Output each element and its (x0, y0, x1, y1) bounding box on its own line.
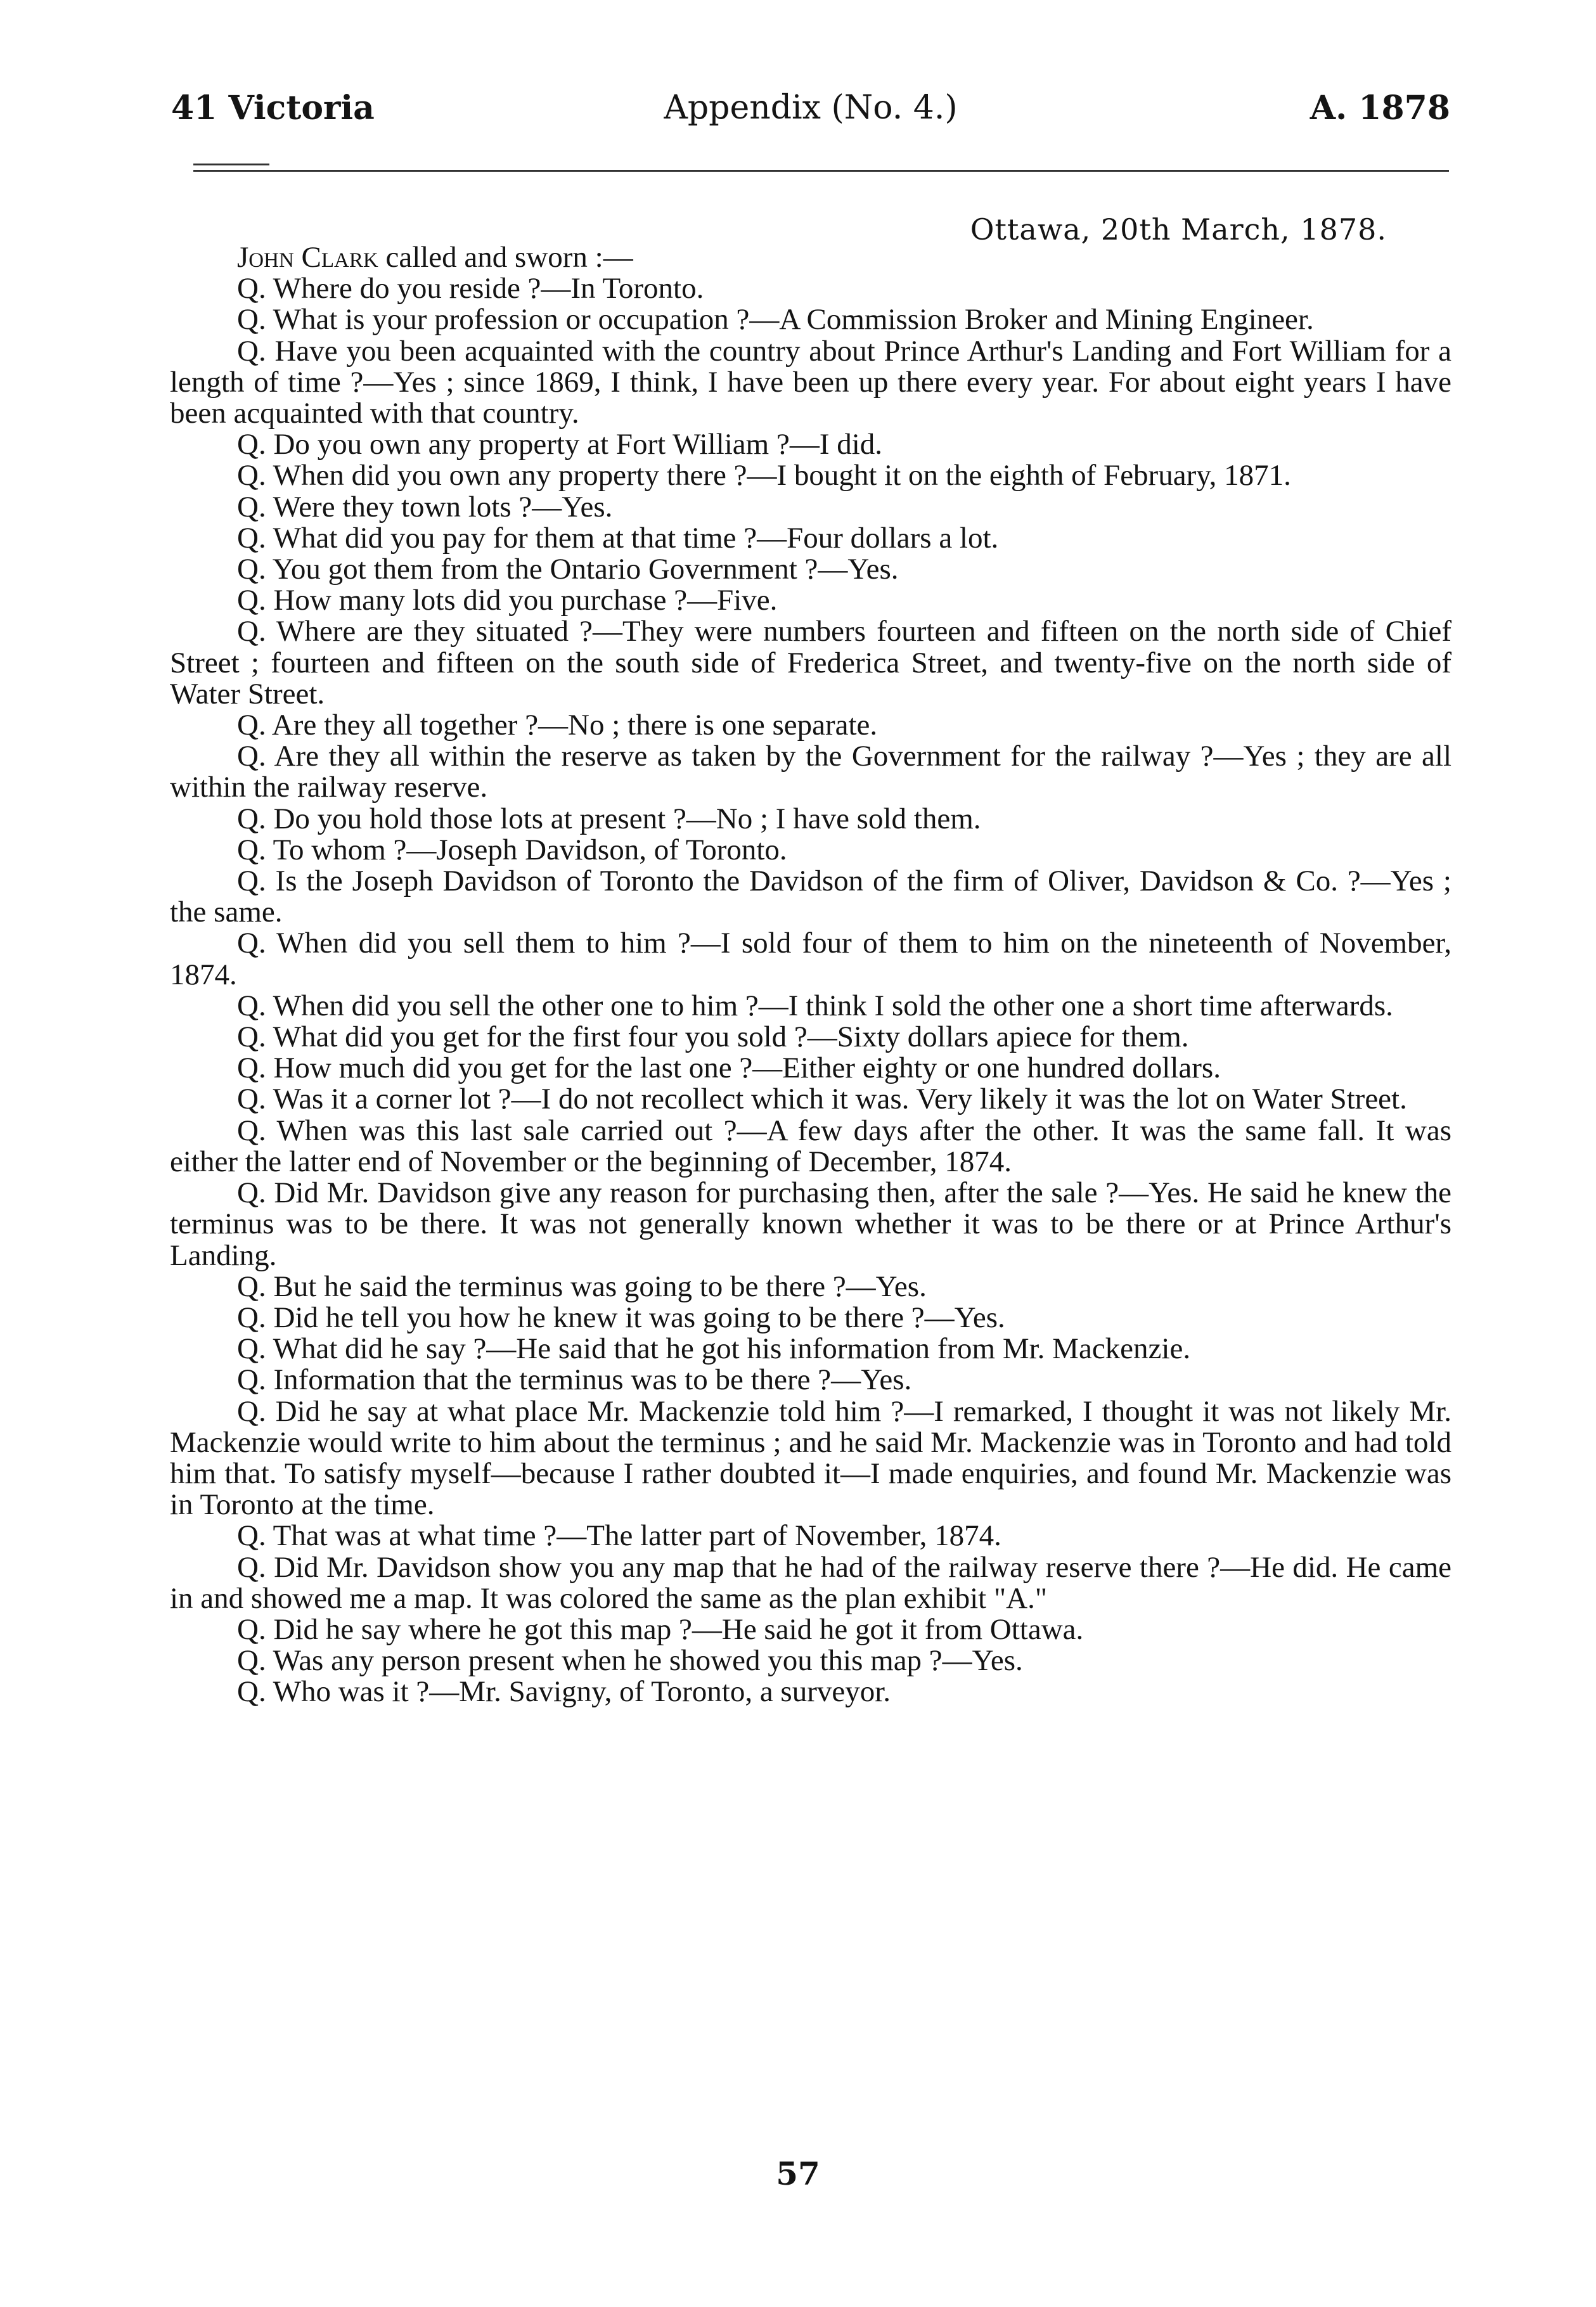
qa-paragraph: Q. Is the Joseph Davidson of Toronto the Davidson of the firm of Oliver, Davidson & Co. ?—Yes ; the same. (170, 864, 1451, 929)
qa-paragraph: Q. How much did you get for the last one ?—Either eighty or one hundred dollars. (237, 1051, 1221, 1085)
header-rule-short (193, 164, 269, 165)
qa-paragraph: Q. Was it a corner lot ?—I do not recollect which it was. Very likely it was the lot on Water Street. (237, 1083, 1407, 1116)
qa-paragraph: Q. What is your profession or occupation ?—A Commission Broker and Mining Engineer. (237, 303, 1314, 337)
witness-name: John Clark (237, 241, 378, 274)
qa-paragraph: Q. Are they all within the reserve as taken by the Government for the railway ?—Yes ; they are all within the railway reserve. (170, 740, 1451, 804)
qa-paragraph: Q. Did Mr. Davidson show you any map that he had of the railway reserve there ?—He did. He came in and showed me a map. It was colored the same as the plan exhibit "A." (170, 1550, 1451, 1615)
witness-sworn: called and sworn :— (378, 241, 633, 274)
qa-paragraph: Q. Did he say at what place Mr. Mackenzie told him ?—I remarked, I thought it was not likely Mr. Mackenzie would write to him about the terminus ; and he said Mr. Mackenzie was in Toronto and had told him that. To satisfy myself—because I rather doubted it—I made enquiries, and found Mr. Mackenzie was in Toronto at the time. (170, 1394, 1451, 1522)
header-rule (193, 170, 1449, 172)
qa-paragraph: Q. Do you hold those lots at present ?—No ; I have sold them. (237, 802, 981, 835)
qa-paragraph: Q. Who was it ?—Mr. Savigny, of Toronto, a surveyor. (237, 1675, 891, 1709)
qa-paragraph: Q. Were they town lots ?—Yes. (237, 490, 613, 524)
qa-paragraph: Q. When was this last sale carried out ?—A few days after the other. It was the same fall. It was either the latter end of November or the beginning of December, 1874. (170, 1114, 1451, 1178)
qa-paragraph: Q. Was any person present when he showed you this map ?—Yes. (237, 1644, 1023, 1678)
testimony-body (170, 242, 1451, 1708)
qa-paragraph: Q. You got them from the Ontario Government ?—Yes. (237, 553, 899, 586)
qa-paragraph: Q. Did Mr. Davidson give any reason for purchasing then, after the sale ?—Yes. He said he knew the terminus was to be there. It was not generally known whether it was to be there or at Prince Arthur's Landing. (170, 1176, 1451, 1272)
dateline: Ottawa, 20th March, 1878. (970, 212, 1387, 247)
qa-paragraph: Q. Where do you reside ?—In Toronto. (237, 272, 704, 305)
qa-paragraph: Q. Did he say where he got this map ?—He said he got it from Ottawa. (237, 1612, 1084, 1646)
qa-paragraph: Q. Are they all together ?—No ; there is one separate. (237, 709, 878, 742)
qa-paragraph: Q. Where are they situated ?—They were numbers fourteen and fifteen on the north side of Chief Street ; fourteen and fifteen on the south side of Frederica Street, and twenty-five on the north side of Water Street. (170, 615, 1451, 710)
qa-paragraph: Q. Did he tell you how he knew it was going to be there ?—Yes. (237, 1301, 1005, 1334)
witness-intro (170, 242, 1451, 273)
qa-paragraph: Q. Information that the terminus was to be there ?—Yes. (237, 1363, 912, 1397)
qa-paragraph: Q. What did he say ?—He said that he got his information from Mr. Mackenzie. (237, 1332, 1191, 1366)
header-year: A. 1878 (1310, 89, 1450, 127)
qa-paragraph: Q. That was at what time ?—The latter part of November, 1874. (237, 1519, 1001, 1553)
page-number: 57 (776, 2155, 820, 2192)
qa-paragraph: Q. But he said the terminus was going to be there ?—Yes. (237, 1269, 927, 1303)
running-head (171, 89, 1450, 139)
qa-paragraph: Q. When did you own any property there ?—I bought it on the eighth of February, 1871. (237, 459, 1291, 492)
header-appendix: Appendix (No. 4.) (664, 89, 958, 127)
qa-paragraph: Q. How many lots did you purchase ?—Five. (237, 584, 778, 617)
qa-paragraph: Q. Do you own any property at Fort William ?—I did. (237, 428, 883, 461)
qa-paragraph: Q. Have you been acquainted with the country about Prince Arthur's Landing and Fort William for a length of time ?—Yes ; since 1869, I think, I have been up there every year. For about eight years I have been acquainted with that country. (170, 334, 1451, 430)
qa-paragraph: Q. When did you sell the other one to him ?—I think I sold the other one a short time afterwards. (237, 989, 1393, 1022)
qa-paragraph: Q. To whom ?—Joseph Davidson, of Toronto. (237, 833, 787, 866)
qa-paragraph: Q. When did you sell them to him ?—I sold four of them to him on the nineteenth of November, 1874. (170, 927, 1451, 991)
qa-paragraph: Q. What did you pay for them at that time ?—Four dollars a lot. (237, 521, 999, 555)
qa-paragraph: Q. What did you get for the first four you sold ?—Sixty dollars apiece for them. (237, 1020, 1189, 1054)
header-session: 41 Victoria (171, 89, 375, 127)
